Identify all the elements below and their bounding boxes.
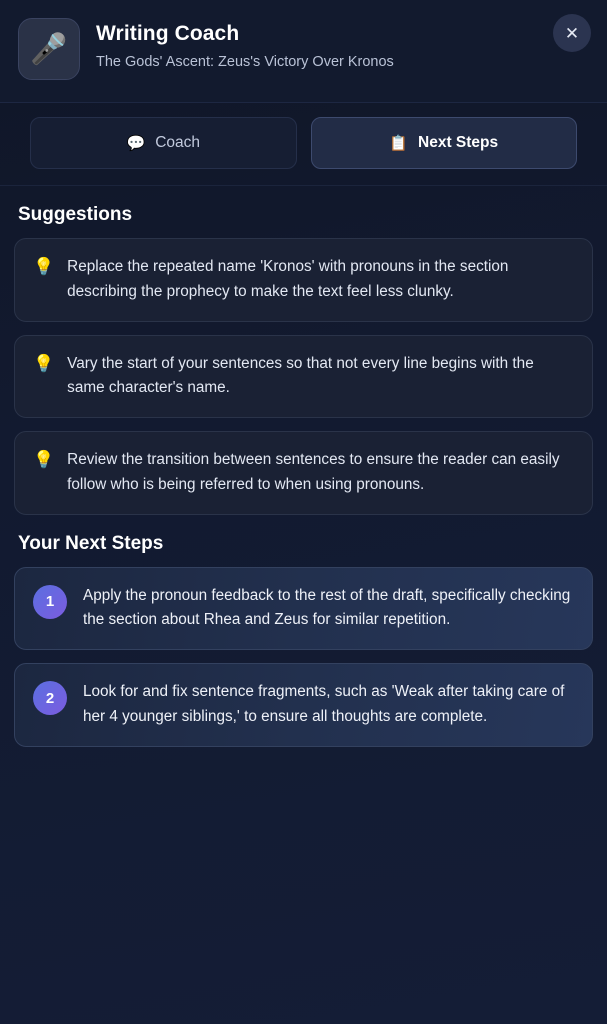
suggestion-card: [14, 431, 593, 515]
tab-next-steps[interactable]: [311, 117, 578, 169]
next-steps-heading: Your Next Steps: [18, 532, 164, 554]
suggestion-card: [14, 335, 593, 419]
avatar-glyph: 🎤: [30, 32, 68, 66]
tab-coach-label: Coach: [155, 134, 200, 151]
next-step-item: [14, 567, 593, 651]
lightbulb-icon: 💡: [33, 353, 55, 373]
close-icon[interactable]: ✕: [553, 14, 591, 52]
chat-bubble-icon: 💬: [126, 135, 146, 152]
tab-bar: [0, 103, 607, 186]
next-step-text: Apply the pronoun feedback to the rest of the draft, specifically checking the section about Rhea and Zeus for similar repetition.: [83, 586, 571, 629]
header-text-block: [96, 16, 589, 73]
lightbulb-icon: 💡: [33, 257, 55, 276]
next-step-text: Look for and fix sentence fragments, such as 'Weak after taking care of her 4 younger siblings,' to ensure all thoughts are complete.: [83, 683, 565, 725]
suggestions-heading: Suggestions: [18, 204, 133, 225]
lightbulb-icon: 💡: [33, 450, 55, 470]
page-subtitle: The Gods' Ascent: Zeus's Victory Over Kronos: [96, 54, 394, 71]
microphone-icon: [18, 18, 80, 80]
panel-header: [0, 0, 607, 103]
suggestion-text: Replace the repeated name 'Kronos' with pronouns in the section describing the prophecy to make the text feel less clunky.: [67, 258, 509, 300]
panel-content: [0, 186, 607, 1024]
page-title: Writing Coach: [96, 22, 240, 45]
suggestion-text: Review the transition between sentences to ensure the reader can easily follow who is being referred to when using pronouns.: [67, 451, 560, 493]
step-number-badge: 2: [33, 681, 67, 715]
suggestion-card: [14, 238, 593, 322]
tab-next-steps-label: Next Steps: [418, 134, 499, 151]
tab-coach[interactable]: [30, 117, 297, 169]
clipboard-icon: 📋: [389, 135, 409, 152]
suggestion-text: Vary the start of your sentences so that not every line begins with the same character's name.: [67, 354, 534, 397]
step-number-badge: 1: [33, 585, 67, 619]
next-step-item: [14, 663, 593, 747]
